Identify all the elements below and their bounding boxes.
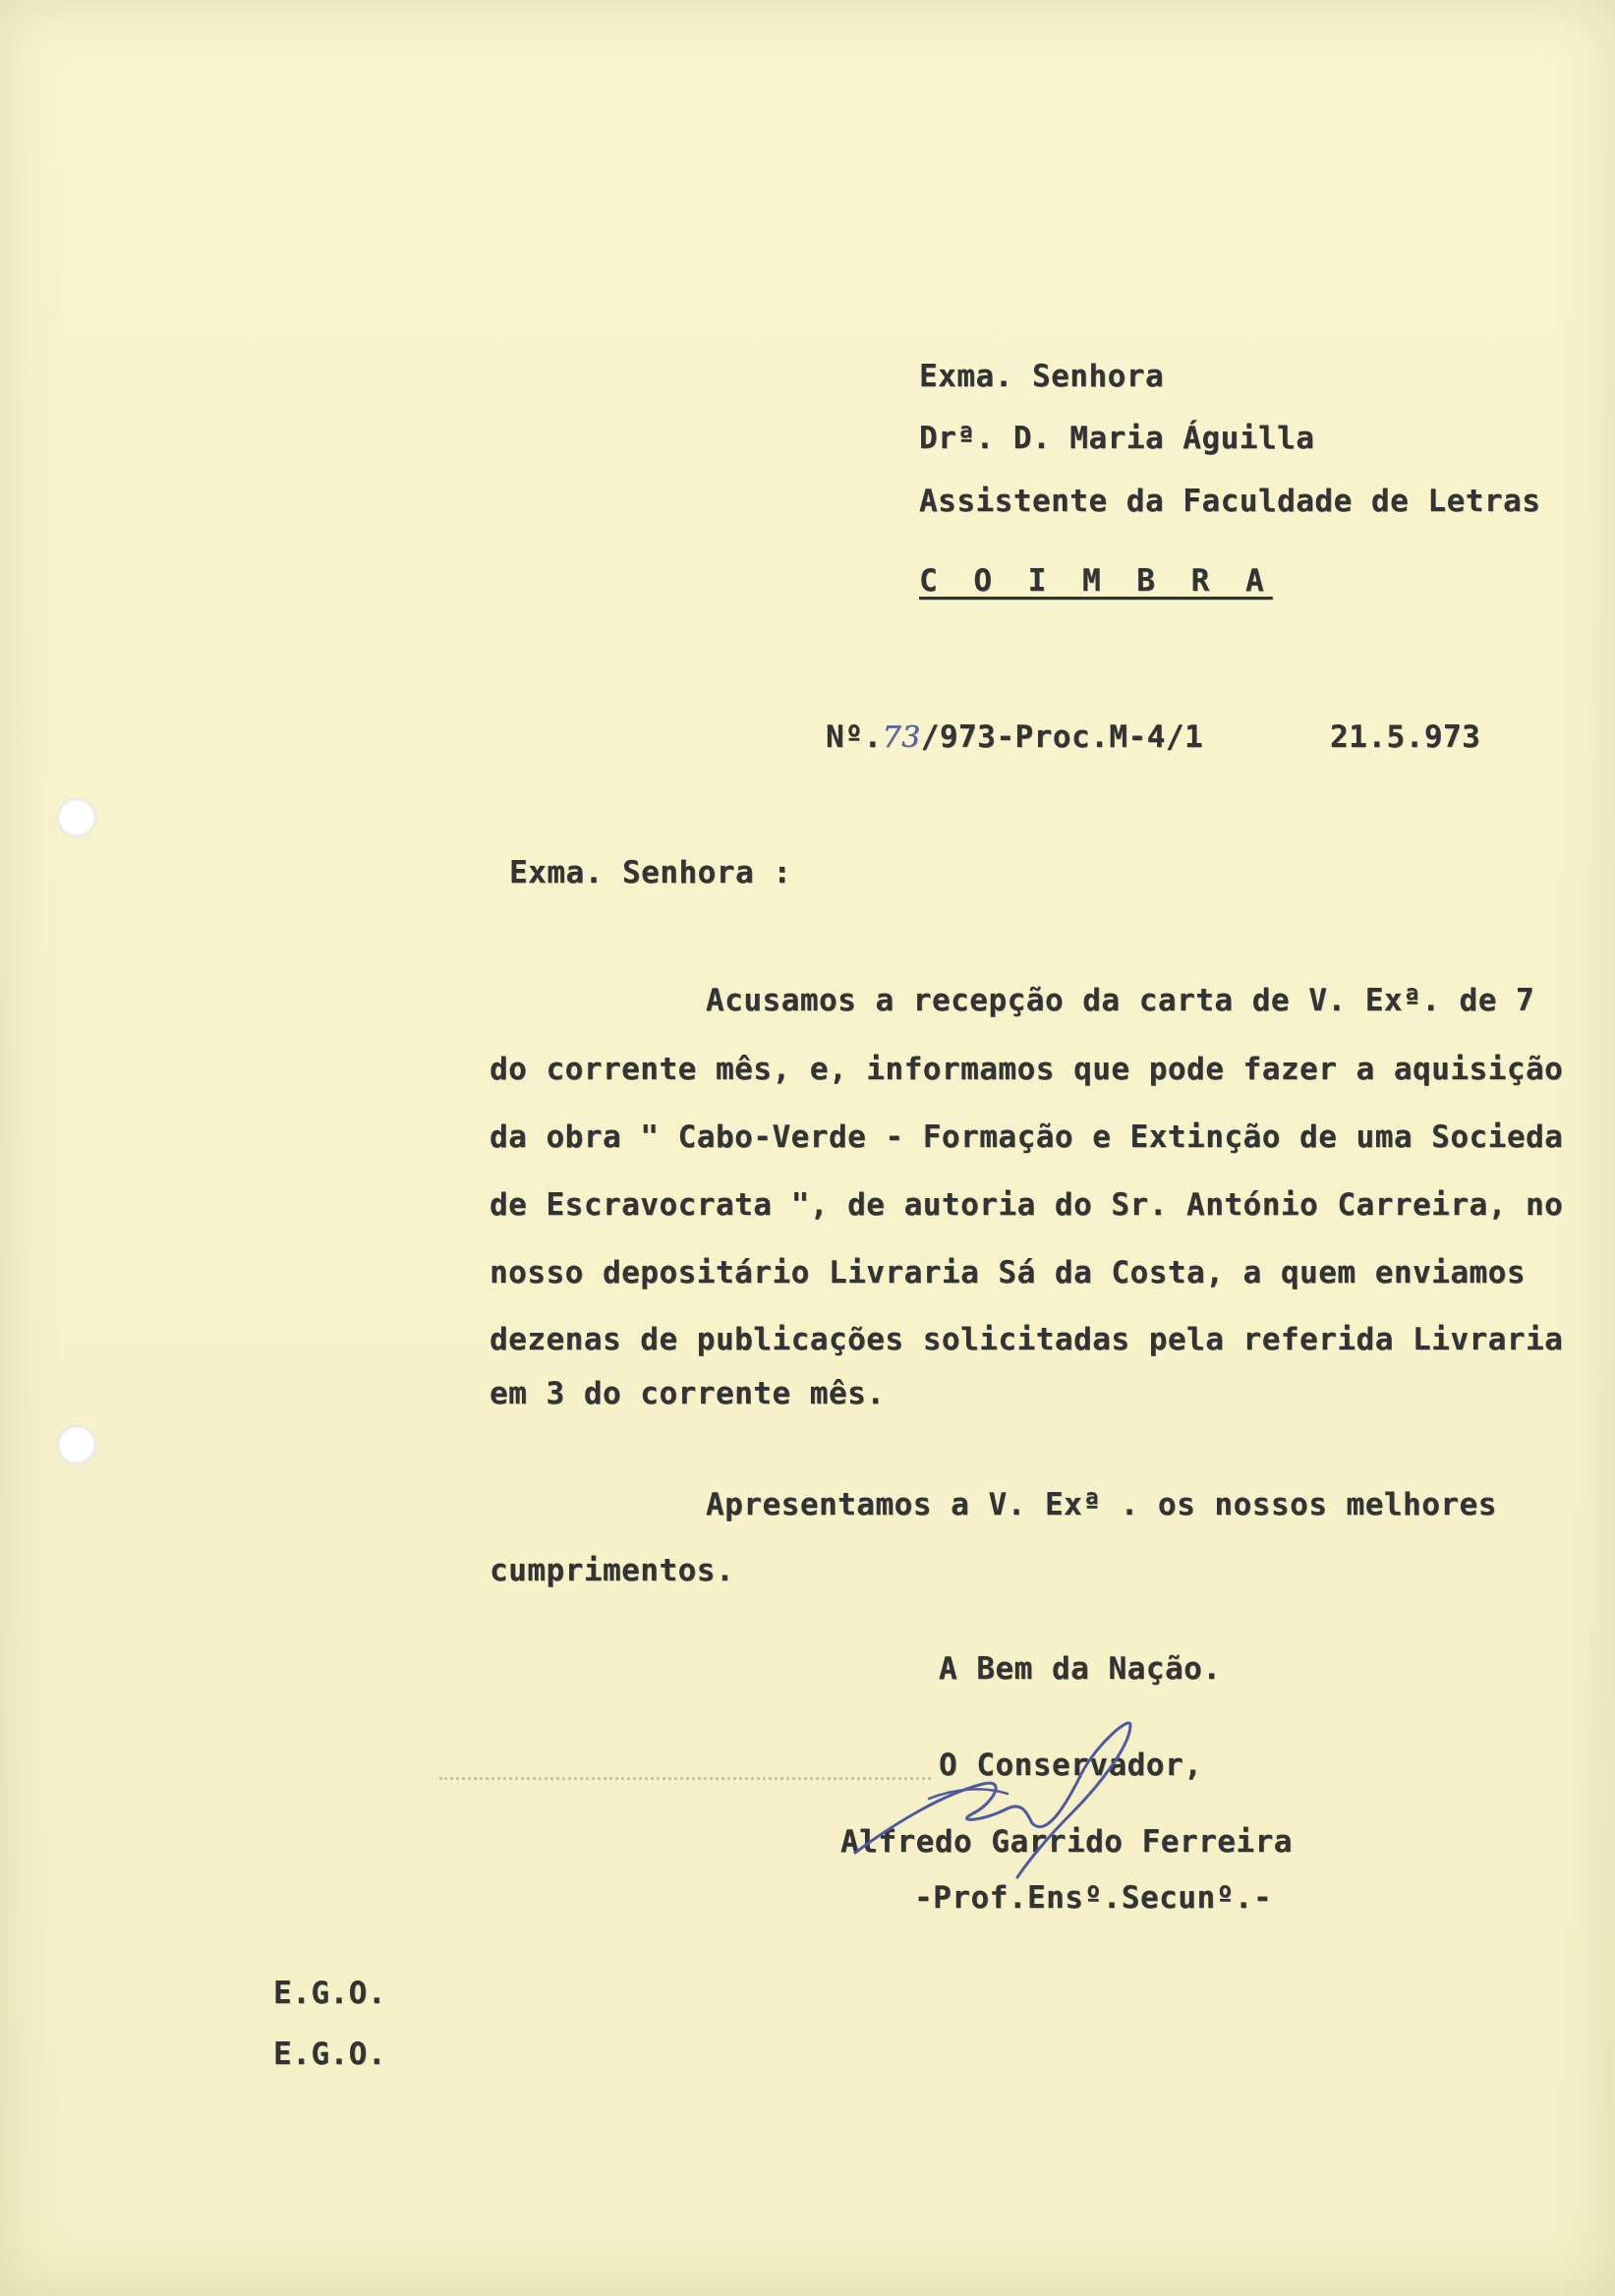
reference-suffix: /973-Proc.M-4/1 [920, 719, 1204, 755]
initials-line: E.G.O. [273, 1976, 386, 2011]
paragraph-1-line: Acusamos a recepção da carta de V. Exª. de 7 [706, 983, 1535, 1018]
paragraph-1-line: do corrente mês, e, informamos que pode fazer a aquisição [490, 1052, 1564, 1087]
reference-date: 21.5.973 [1330, 719, 1481, 755]
recipient-city: C O I M B R A [919, 563, 1273, 599]
handwritten-signature [836, 1705, 1268, 1902]
reference-prefix: Nº. [826, 719, 883, 755]
initials-line: E.G.O. [273, 2037, 386, 2072]
closing-title: O Conservador, [939, 1748, 1203, 1783]
paragraph-1-line: em 3 do corrente mês. [490, 1376, 886, 1411]
recipient-name: Drª. D. Maria Águilla [919, 421, 1315, 456]
paragraph-1-line: da obra " Cabo-Verde - Formação e Extinção de uma Socieda [490, 1119, 1564, 1155]
paragraph-2-line: cumprimentos. [490, 1553, 735, 1588]
punch-hole [57, 1425, 96, 1464]
punch-hole [57, 798, 96, 837]
paragraph-1-line: dezenas de publicações solicitadas pela referida Livraria [490, 1322, 1564, 1357]
recipient-position: Assistente da Faculdade de Letras [919, 484, 1541, 519]
signatory-credentials: -Prof.Ensº.Secunº.- [914, 1880, 1273, 1916]
closing-motto: A Bem da Nação. [939, 1651, 1222, 1687]
reference-number-handwritten: 73 [882, 720, 921, 755]
paragraph-1-line: nosso depositário Livraria Sá da Costa, a quem enviamos [490, 1255, 1526, 1291]
paragraph-1-line: de Escravocrata ", de autoria do Sr. António Carreira, no [490, 1187, 1564, 1223]
greeting: Exma. Senhora : [509, 855, 792, 890]
signatory-name: Alfredo Garrido Ferreira [840, 1824, 1293, 1860]
reference-line [826, 719, 1203, 755]
recipient-salutation: Exma. Senhora [919, 359, 1165, 394]
paragraph-2-line: Apresentamos a V. Exª . os nossos melhores [706, 1487, 1497, 1522]
